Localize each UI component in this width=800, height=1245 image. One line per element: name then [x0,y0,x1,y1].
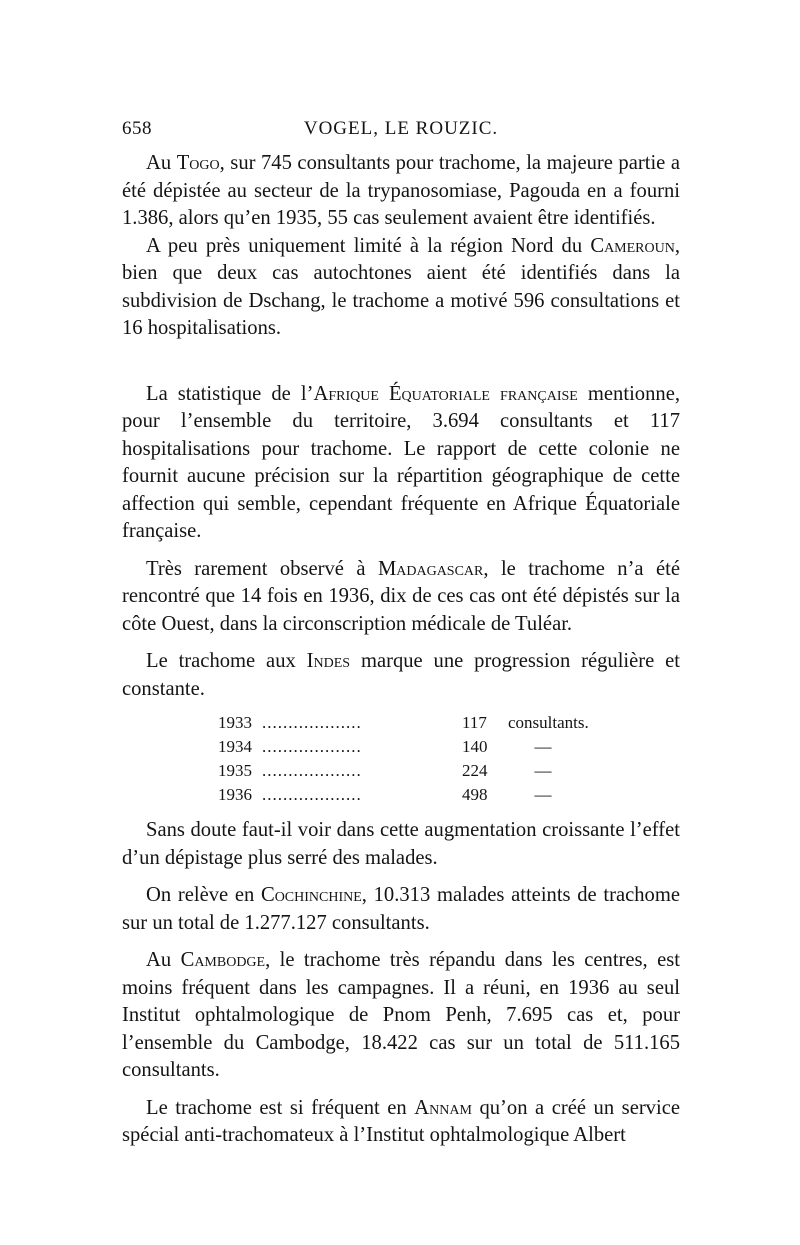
stats-count: 224 [462,761,488,780]
dot-leader: ................... [262,713,362,732]
ditto-dash: — [534,737,552,756]
stats-row [218,711,680,735]
stats-year: 1935 [218,761,252,780]
stats-count: 498 [462,785,488,804]
stats-row [218,735,680,759]
stats-row [218,759,680,783]
paragraph-togo: Au Togo, sur 745 consultants pour trachome, la majeure partie a été dépistée au secteur de la trypanosomiase, Pagouda en a fourni 1.386, alors qu’en 1935, 55 cas seulement avaient être identifiés. [122,152,680,229]
place-name: Cameroun [590,234,675,257]
place-name: Cochinchine [260,884,362,906]
dot-leader: ................... [262,761,362,780]
dot-leader: ................... [262,785,362,804]
paragraph-indes: Le trachome aux Indes marque une progression régulière et constante. [122,650,680,700]
dot-leader: ................... [262,737,362,756]
paragraph-aef: La statistique de l’Afrique Équatoriale française mentionne, pour l’ensemble du territoire, 3.694 consultants et 117 hospitalisations pour trachome. Le rapport de cette colonie ne fournit aucune précision sur la répartition géographique de cette affection qui semble, cependant fréquente en Afrique Équatoriale française. [122,382,680,542]
running-head: VOGEL, LE ROUZIC. [303,118,499,139]
stats-count: 117 [462,713,487,732]
stats-row [218,783,680,807]
stats-year: 1936 [218,785,252,804]
paragraph-annam: Le trachome est si fréquent en Annam qu’on a créé un service spécial anti-trachomateux à l’Institut ophtalmologique Albert [122,1096,680,1146]
place-name: Togo [176,152,220,174]
page-number: 658 [122,118,152,139]
page-header [122,118,680,144]
paragraph-cameroun: A peu près uniquement limité à la région Nord du Cameroun, bien que deux cas autochtones aient été identifiés dans la subdivision de Dschang, le trachome a motivé 596 consultations et 16 hospitalisations. [122,234,680,339]
india-stats-table [218,711,680,807]
body-text [122,150,680,1150]
place-name: Cambodge [180,949,266,971]
paragraph-cambodge: Au Cambodge, le trachome très répandu dans les centres, est moins fréquent dans les campagnes. Il a réuni, en 1936 au seul Institut ophtalmologique de Pnom Penh, 7.695 cas et, pour l’ensemble du Cambodge, 18.422 cas sur un total de 511.165 consultants. [122,949,680,1081]
place-name: Indes [306,650,351,672]
paragraph-madagascar: Très rarement observé à Madagascar, le trachome n’a été rencontré que 14 fois en 1936, dix de ces cas ont été dépistés sur la côte Ouest, dans la circonscription médicale de Tuléar. [122,557,680,635]
stats-year: 1934 [218,737,252,756]
paragraph-depistage: Sans doute faut-il voir dans cette augmentation croissante l’effet d’un dépistage plus serré des malades. [122,819,680,869]
place-name: Madagascar [377,557,484,580]
ditto-dash: — [534,785,552,804]
place-name: Annam [414,1096,472,1119]
paragraph-cochinchine: On relève en Cochinchine, 10.313 malades atteints de trachome sur un total de 1.277.127 consultants. [122,884,680,934]
ditto-dash: — [534,761,552,780]
stats-unit: consultants. [508,713,589,732]
stats-count: 140 [462,737,488,756]
place-name: Afrique Équatoriale française [313,382,578,405]
stats-year: 1933 [218,713,252,732]
